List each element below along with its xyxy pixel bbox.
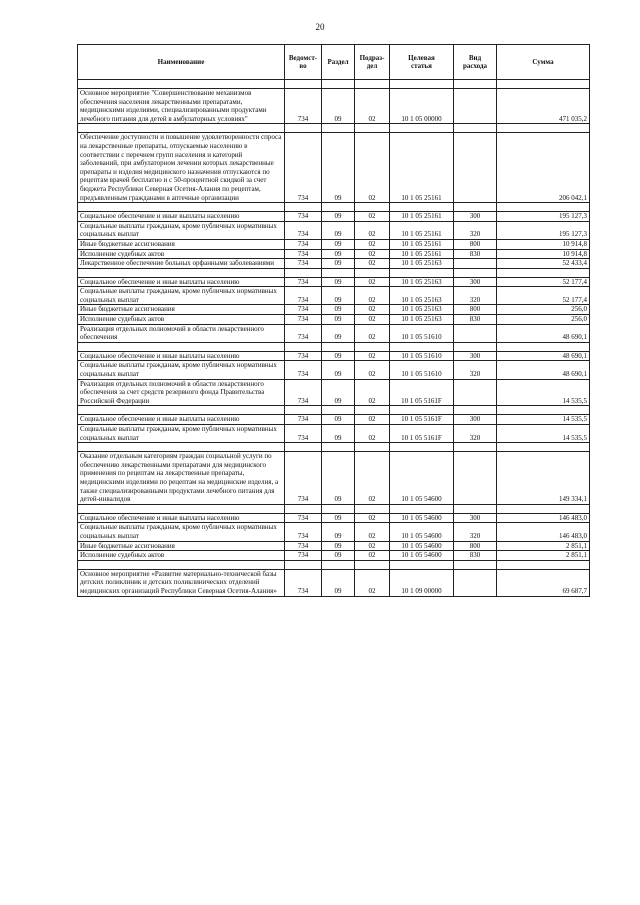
- spacer-cell: [390, 203, 454, 212]
- cell-target: 10 1 05 54600: [390, 513, 454, 523]
- spacer-row: [78, 406, 590, 415]
- table-row: [78, 221, 590, 239]
- header-section: Раздел: [322, 45, 355, 80]
- cell-type: 300: [454, 351, 497, 361]
- cell-dept: 734: [285, 379, 322, 406]
- spacer-cell: [355, 504, 390, 513]
- table-row: [78, 277, 590, 287]
- spacer-cell: [322, 268, 355, 277]
- table-row: [78, 315, 590, 325]
- cell-sum: 195 127,3: [497, 212, 590, 222]
- cell-dept: 734: [285, 315, 322, 325]
- cell-type: 300: [454, 513, 497, 523]
- spacer-cell: [78, 443, 285, 452]
- spacer-cell: [497, 203, 590, 212]
- spacer-cell: [322, 342, 355, 351]
- cell-name: Социальные выплаты гражданам, кроме публичных нормативных социальных выплат: [78, 361, 285, 379]
- spacer-cell: [322, 80, 355, 89]
- cell-sum: 146 483,0: [497, 523, 590, 541]
- cell-name: Лекарственное обеспечение больных орфанными заболеваниями: [78, 259, 285, 269]
- cell-sum: 471 035,2: [497, 89, 590, 124]
- table-body: [78, 80, 590, 597]
- cell-target: 10 1 05 5161F: [390, 379, 454, 406]
- cell-sum: 14 535,5: [497, 379, 590, 406]
- cell-sum: 52 433,4: [497, 259, 590, 269]
- cell-sum: 48 690,1: [497, 351, 590, 361]
- spacer-cell: [454, 342, 497, 351]
- cell-type: 320: [454, 425, 497, 443]
- cell-name: Основное мероприятие "Совершенствование механизмов обеспечения населения лекарственными препаратами, медицинскими изделиями, специализированными продуктами лечебного питания для детей в амбулаторных условиях": [78, 89, 285, 124]
- cell-section: 09: [322, 221, 355, 239]
- cell-subsection: 02: [355, 89, 390, 124]
- header-dept: [285, 45, 322, 80]
- spacer-cell: [355, 80, 390, 89]
- cell-type: [454, 89, 497, 124]
- spacer-cell: [322, 124, 355, 133]
- spacer-cell: [390, 443, 454, 452]
- cell-sum: 48 690,1: [497, 324, 590, 342]
- spacer-cell: [390, 560, 454, 569]
- table-row: [78, 239, 590, 249]
- cell-name: Иные бюджетные ассигнования: [78, 305, 285, 315]
- cell-section: 09: [322, 305, 355, 315]
- table-row: [78, 89, 590, 124]
- cell-subsection: 02: [355, 259, 390, 269]
- spacer-cell: [78, 406, 285, 415]
- cell-dept: 734: [285, 569, 322, 596]
- spacer-cell: [497, 443, 590, 452]
- cell-sum: 14 535,5: [497, 425, 590, 443]
- cell-section: 09: [322, 541, 355, 551]
- table-row: [78, 133, 590, 203]
- cell-section: 09: [322, 452, 355, 505]
- cell-name: Реализация отдельных полномочий в области лекарственного обеспечения за счет средств резервного фонда Правительства Российской Федерации: [78, 379, 285, 406]
- cell-type: [454, 452, 497, 505]
- table-row: [78, 259, 590, 269]
- cell-name: Социальные выплаты гражданам, кроме публичных нормативных социальных выплат: [78, 221, 285, 239]
- spacer-cell: [497, 342, 590, 351]
- spacer-cell: [78, 203, 285, 212]
- cell-dept: 734: [285, 305, 322, 315]
- spacer-cell: [390, 124, 454, 133]
- cell-name: Исполнение судебных актов: [78, 249, 285, 259]
- cell-subsection: 02: [355, 239, 390, 249]
- cell-section: 09: [322, 133, 355, 203]
- cell-section: 09: [322, 315, 355, 325]
- cell-sum: 206 042,1: [497, 133, 590, 203]
- cell-name: Оказание отдельным категориям граждан социальной услуги по обеспечению лекарственными препаратами для медицинского применения по рецептам на лекарственные препараты, медицинскими изделиями по рецептам на медицинские изделия, а также специализированными продуктами лечебного питания для детей-инвалидов: [78, 452, 285, 505]
- cell-name: Исполнение судебных актов: [78, 551, 285, 561]
- spacer-cell: [355, 560, 390, 569]
- table-row: [78, 361, 590, 379]
- cell-section: 09: [322, 239, 355, 249]
- cell-target: 10 1 05 54600: [390, 551, 454, 561]
- cell-dept: 734: [285, 259, 322, 269]
- cell-section: 09: [322, 569, 355, 596]
- spacer-cell: [322, 560, 355, 569]
- cell-dept: 734: [285, 212, 322, 222]
- table-row: [78, 324, 590, 342]
- cell-dept: 734: [285, 221, 322, 239]
- table-row: [78, 351, 590, 361]
- cell-subsection: 02: [355, 324, 390, 342]
- spacer-cell: [454, 443, 497, 452]
- cell-sum: 256,0: [497, 305, 590, 315]
- spacer-cell: [390, 342, 454, 351]
- cell-type: [454, 379, 497, 406]
- cell-type: 320: [454, 523, 497, 541]
- spacer-cell: [390, 268, 454, 277]
- spacer-cell: [78, 124, 285, 133]
- spacer-cell: [390, 406, 454, 415]
- spacer-cell: [355, 268, 390, 277]
- cell-dept: 734: [285, 551, 322, 561]
- header-dept-text: Ведомст- во: [288, 54, 318, 70]
- cell-dept: 734: [285, 133, 322, 203]
- spacer-row: [78, 268, 590, 277]
- spacer-cell: [497, 268, 590, 277]
- spacer-cell: [285, 203, 322, 212]
- cell-name: Социальное обеспечение и иные выплаты населению: [78, 277, 285, 287]
- cell-target: 10 1 05 25161: [390, 239, 454, 249]
- cell-type: 800: [454, 239, 497, 249]
- cell-sum: 69 687,7: [497, 569, 590, 596]
- spacer-row: [78, 560, 590, 569]
- cell-name: Обеспечение доступности и повышение удовлетворенности спроса на лекарственные препараты, отпускаемые населению в соответствии с перечнем групп населения и категорий заболеваний, при амбулаторном лечении которых лекарственные препараты и изделия медицинского назначения отпускаются по рецептам врачей бесплатно и с 50-процентной скидкой за счет бюджета Республики Северная Осетия-Алания по рецептам, предъявленным гражданами в аптечные организации: [78, 133, 285, 203]
- cell-target: 10 1 05 00000: [390, 89, 454, 124]
- cell-type: [454, 133, 497, 203]
- cell-sum: 14 535,5: [497, 415, 590, 425]
- cell-subsection: 02: [355, 287, 390, 305]
- spacer-cell: [454, 560, 497, 569]
- table-row: [78, 541, 590, 551]
- cell-section: 09: [322, 425, 355, 443]
- cell-dept: 734: [285, 541, 322, 551]
- spacer-cell: [285, 406, 322, 415]
- cell-subsection: 02: [355, 221, 390, 239]
- cell-name: Социальные выплаты гражданам, кроме публичных нормативных социальных выплат: [78, 523, 285, 541]
- cell-name: Основное мероприятие «Развитие материально-технической базы детских поликлиник и детских поликлинических отделений медицинских организаций Республики Северная Осетия-Алания»: [78, 569, 285, 596]
- cell-target: 10 1 05 5161F: [390, 425, 454, 443]
- cell-subsection: 02: [355, 305, 390, 315]
- table-row: [78, 305, 590, 315]
- spacer-cell: [285, 504, 322, 513]
- cell-type: [454, 259, 497, 269]
- cell-type: 320: [454, 287, 497, 305]
- cell-type: 300: [454, 212, 497, 222]
- spacer-cell: [285, 443, 322, 452]
- table-row: [78, 569, 590, 596]
- header-name: Наименование: [78, 45, 285, 80]
- cell-subsection: 02: [355, 133, 390, 203]
- spacer-cell: [390, 80, 454, 89]
- cell-subsection: 02: [355, 277, 390, 287]
- cell-sum: 10 914,8: [497, 239, 590, 249]
- spacer-row: [78, 504, 590, 513]
- cell-section: 09: [322, 324, 355, 342]
- cell-dept: 734: [285, 513, 322, 523]
- spacer-row: [78, 124, 590, 133]
- cell-target: 10 1 05 54600: [390, 452, 454, 505]
- cell-dept: 734: [285, 523, 322, 541]
- cell-subsection: 02: [355, 361, 390, 379]
- cell-sum: 2 851,1: [497, 541, 590, 551]
- cell-type: 320: [454, 221, 497, 239]
- cell-target: 10 1 05 25163: [390, 315, 454, 325]
- cell-subsection: 02: [355, 523, 390, 541]
- cell-section: 09: [322, 249, 355, 259]
- cell-section: 09: [322, 415, 355, 425]
- cell-subsection: 02: [355, 415, 390, 425]
- header-sum: Сумма: [497, 45, 590, 80]
- spacer-row: [78, 80, 590, 89]
- cell-name: Социальное обеспечение и иные выплаты населению: [78, 212, 285, 222]
- cell-dept: 734: [285, 287, 322, 305]
- header-target-text: Целевая статья: [408, 54, 435, 70]
- cell-type: 300: [454, 415, 497, 425]
- table-row: [78, 415, 590, 425]
- cell-section: 09: [322, 361, 355, 379]
- cell-section: 09: [322, 379, 355, 406]
- cell-name: Социальное обеспечение и иные выплаты населению: [78, 351, 285, 361]
- spacer-row: [78, 203, 590, 212]
- cell-subsection: 02: [355, 551, 390, 561]
- cell-type: 830: [454, 315, 497, 325]
- table-row: [78, 287, 590, 305]
- cell-target: 10 1 05 25161: [390, 133, 454, 203]
- cell-name: Реализация отдельных полномочий в области лекарственного обеспечения: [78, 324, 285, 342]
- cell-subsection: 02: [355, 212, 390, 222]
- spacer-cell: [454, 406, 497, 415]
- table-row: [78, 523, 590, 541]
- header-type: [454, 45, 497, 80]
- cell-target: 10 1 05 25163: [390, 287, 454, 305]
- cell-dept: 734: [285, 249, 322, 259]
- spacer-cell: [285, 342, 322, 351]
- cell-sum: 10 914,8: [497, 249, 590, 259]
- spacer-cell: [78, 268, 285, 277]
- cell-target: 10 1 05 25161: [390, 249, 454, 259]
- cell-type: [454, 569, 497, 596]
- spacer-cell: [497, 406, 590, 415]
- cell-section: 09: [322, 212, 355, 222]
- cell-subsection: 02: [355, 351, 390, 361]
- table-row: [78, 452, 590, 505]
- spacer-cell: [454, 80, 497, 89]
- cell-name: Иные бюджетные ассигнования: [78, 541, 285, 551]
- cell-target: 10 1 05 25161: [390, 212, 454, 222]
- cell-type: 320: [454, 361, 497, 379]
- spacer-cell: [322, 203, 355, 212]
- spacer-cell: [78, 504, 285, 513]
- cell-sum: 149 334,1: [497, 452, 590, 505]
- header-type-text: Вид расхода: [463, 54, 487, 70]
- cell-target: 10 1 05 54600: [390, 541, 454, 551]
- spacer-cell: [355, 203, 390, 212]
- table-row: [78, 379, 590, 406]
- cell-target: 10 1 05 51610: [390, 361, 454, 379]
- spacer-cell: [78, 80, 285, 89]
- cell-target: 10 1 05 25163: [390, 277, 454, 287]
- spacer-row: [78, 443, 590, 452]
- spacer-cell: [454, 203, 497, 212]
- cell-name: Социальное обеспечение и иные выплаты населению: [78, 513, 285, 523]
- cell-dept: 734: [285, 239, 322, 249]
- cell-subsection: 02: [355, 249, 390, 259]
- cell-sum: 48 690,1: [497, 361, 590, 379]
- cell-dept: 734: [285, 361, 322, 379]
- cell-dept: 734: [285, 89, 322, 124]
- cell-section: 09: [322, 89, 355, 124]
- cell-section: 09: [322, 287, 355, 305]
- cell-dept: 734: [285, 351, 322, 361]
- spacer-cell: [390, 504, 454, 513]
- table-row: [78, 513, 590, 523]
- cell-sum: 52 177,4: [497, 277, 590, 287]
- cell-section: 09: [322, 259, 355, 269]
- spacer-cell: [355, 124, 390, 133]
- cell-sum: 52 177,4: [497, 287, 590, 305]
- spacer-cell: [285, 124, 322, 133]
- cell-section: 09: [322, 523, 355, 541]
- cell-name: Иные бюджетные ассигнования: [78, 239, 285, 249]
- header-target: [390, 45, 454, 80]
- cell-target: 10 1 05 5161F: [390, 415, 454, 425]
- cell-target: 10 1 05 25161: [390, 221, 454, 239]
- cell-target: 10 1 05 25163: [390, 305, 454, 315]
- cell-section: 09: [322, 351, 355, 361]
- cell-name: Исполнение судебных актов: [78, 315, 285, 325]
- table-row: [78, 551, 590, 561]
- spacer-cell: [322, 443, 355, 452]
- table-row: [78, 249, 590, 259]
- spacer-cell: [454, 124, 497, 133]
- header-subsection-text: Подраз- дел: [359, 54, 385, 70]
- cell-sum: 146 483,0: [497, 513, 590, 523]
- spacer-cell: [285, 268, 322, 277]
- spacer-cell: [454, 268, 497, 277]
- cell-section: 09: [322, 513, 355, 523]
- cell-dept: 734: [285, 324, 322, 342]
- spacer-cell: [454, 504, 497, 513]
- budget-table: [77, 44, 590, 597]
- cell-dept: 734: [285, 425, 322, 443]
- cell-type: 800: [454, 305, 497, 315]
- cell-type: [454, 324, 497, 342]
- cell-subsection: 02: [355, 513, 390, 523]
- cell-subsection: 02: [355, 425, 390, 443]
- cell-type: 830: [454, 249, 497, 259]
- cell-target: 10 1 05 51610: [390, 351, 454, 361]
- spacer-cell: [78, 560, 285, 569]
- cell-name: Социальные выплаты гражданам, кроме публичных нормативных социальных выплат: [78, 287, 285, 305]
- spacer-cell: [322, 504, 355, 513]
- spacer-cell: [497, 80, 590, 89]
- table-row: [78, 212, 590, 222]
- spacer-cell: [355, 443, 390, 452]
- spacer-cell: [322, 406, 355, 415]
- header-subsection: [355, 45, 390, 80]
- spacer-cell: [355, 342, 390, 351]
- cell-section: 09: [322, 277, 355, 287]
- cell-name: Социальные выплаты гражданам, кроме публичных нормативных социальных выплат: [78, 425, 285, 443]
- table-row: [78, 425, 590, 443]
- cell-type: 800: [454, 541, 497, 551]
- cell-subsection: 02: [355, 315, 390, 325]
- spacer-cell: [355, 406, 390, 415]
- page-number: 20: [315, 22, 325, 32]
- cell-target: 10 1 05 51610: [390, 324, 454, 342]
- cell-target: 10 1 05 25163: [390, 259, 454, 269]
- cell-target: 10 1 05 54600: [390, 523, 454, 541]
- spacer-row: [78, 342, 590, 351]
- header-row: [78, 45, 590, 80]
- cell-type: 300: [454, 277, 497, 287]
- cell-sum: 256,0: [497, 315, 590, 325]
- cell-section: 09: [322, 551, 355, 561]
- cell-dept: 734: [285, 415, 322, 425]
- cell-type: 830: [454, 551, 497, 561]
- cell-name: Социальное обеспечение и иные выплаты населению: [78, 415, 285, 425]
- cell-subsection: 02: [355, 452, 390, 505]
- spacer-cell: [497, 504, 590, 513]
- cell-subsection: 02: [355, 569, 390, 596]
- spacer-cell: [78, 342, 285, 351]
- cell-subsection: 02: [355, 541, 390, 551]
- spacer-cell: [285, 80, 322, 89]
- spacer-cell: [285, 560, 322, 569]
- spacer-cell: [497, 560, 590, 569]
- cell-target: 10 1 09 00000: [390, 569, 454, 596]
- cell-subsection: 02: [355, 379, 390, 406]
- cell-sum: 2 851,1: [497, 551, 590, 561]
- cell-dept: 734: [285, 452, 322, 505]
- spacer-cell: [497, 124, 590, 133]
- cell-dept: 734: [285, 277, 322, 287]
- cell-sum: 195 127,3: [497, 221, 590, 239]
